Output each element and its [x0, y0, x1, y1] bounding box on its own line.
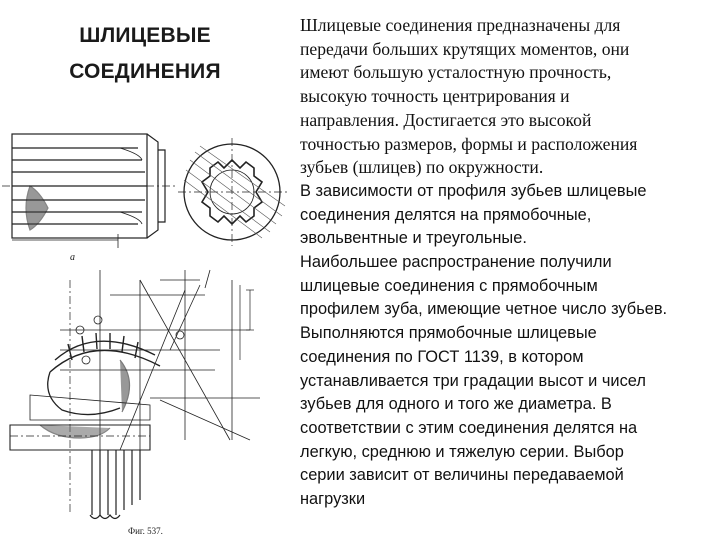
- body-text: [300, 14, 718, 512]
- text-line: соединения по ГОСТ 1139, в котором: [300, 347, 584, 366]
- text-line: соответствии с этим соединения делятся на: [300, 418, 638, 437]
- figure-label-a: а: [70, 252, 75, 263]
- slide-title-line-1: ШЛИЦЕВЫЕ: [79, 24, 211, 47]
- slide-title-line-2: СОЕДИНЕНИЯ: [69, 60, 221, 83]
- paragraph-purpose: [300, 14, 718, 180]
- slide-title: [40, 18, 250, 90]
- paragraph-profile-types: [300, 180, 718, 251]
- text-line: Шлицевые соединения предназначены для: [300, 15, 621, 35]
- text-line: Наибольшее распространение получили: [300, 253, 612, 272]
- text-line: передачи больших крутящих моментов, они: [300, 38, 630, 59]
- text-line: устанавливается три градации высот и чисел: [300, 371, 646, 390]
- text-line: серии зависит от величины передаваемой: [300, 466, 624, 485]
- text-line: высокую точность центрирования и: [300, 86, 570, 107]
- spline-drawing-svg: [0, 120, 292, 540]
- text-line: нагрузки: [300, 490, 366, 509]
- text-line: зубьев (шлицев) по окружности.: [300, 157, 544, 178]
- paragraph-gost-series: [300, 322, 718, 512]
- text-line: направления. Достигается это высокой: [300, 109, 592, 130]
- text-line: эвольвентные и треугольные.: [300, 229, 527, 248]
- text-line: легкую, среднюю и тяжелую серии. Выбор: [300, 442, 624, 461]
- text-line: соединения делятся на прямобочные,: [300, 205, 592, 224]
- text-line: В зависимости от профиля зубьев шлицевые: [300, 181, 647, 200]
- spline-drawing: [0, 120, 292, 540]
- text-line: зубьев для одного и того же диаметра. В: [300, 395, 612, 414]
- paragraph-straight-sided: [300, 251, 718, 322]
- text-line: шлицевые соединения с прямобочным: [300, 276, 598, 295]
- text-line: Выполняются прямобочные шлицевые: [300, 324, 597, 343]
- text-line: имеют большую усталостную прочность,: [300, 62, 612, 83]
- text-line: точностью размеров, формы и расположения: [300, 133, 638, 154]
- figure-caption: Фиг. 537.: [128, 526, 163, 536]
- text-line: профилем зуба, имеющие четное число зубьев.: [300, 300, 668, 319]
